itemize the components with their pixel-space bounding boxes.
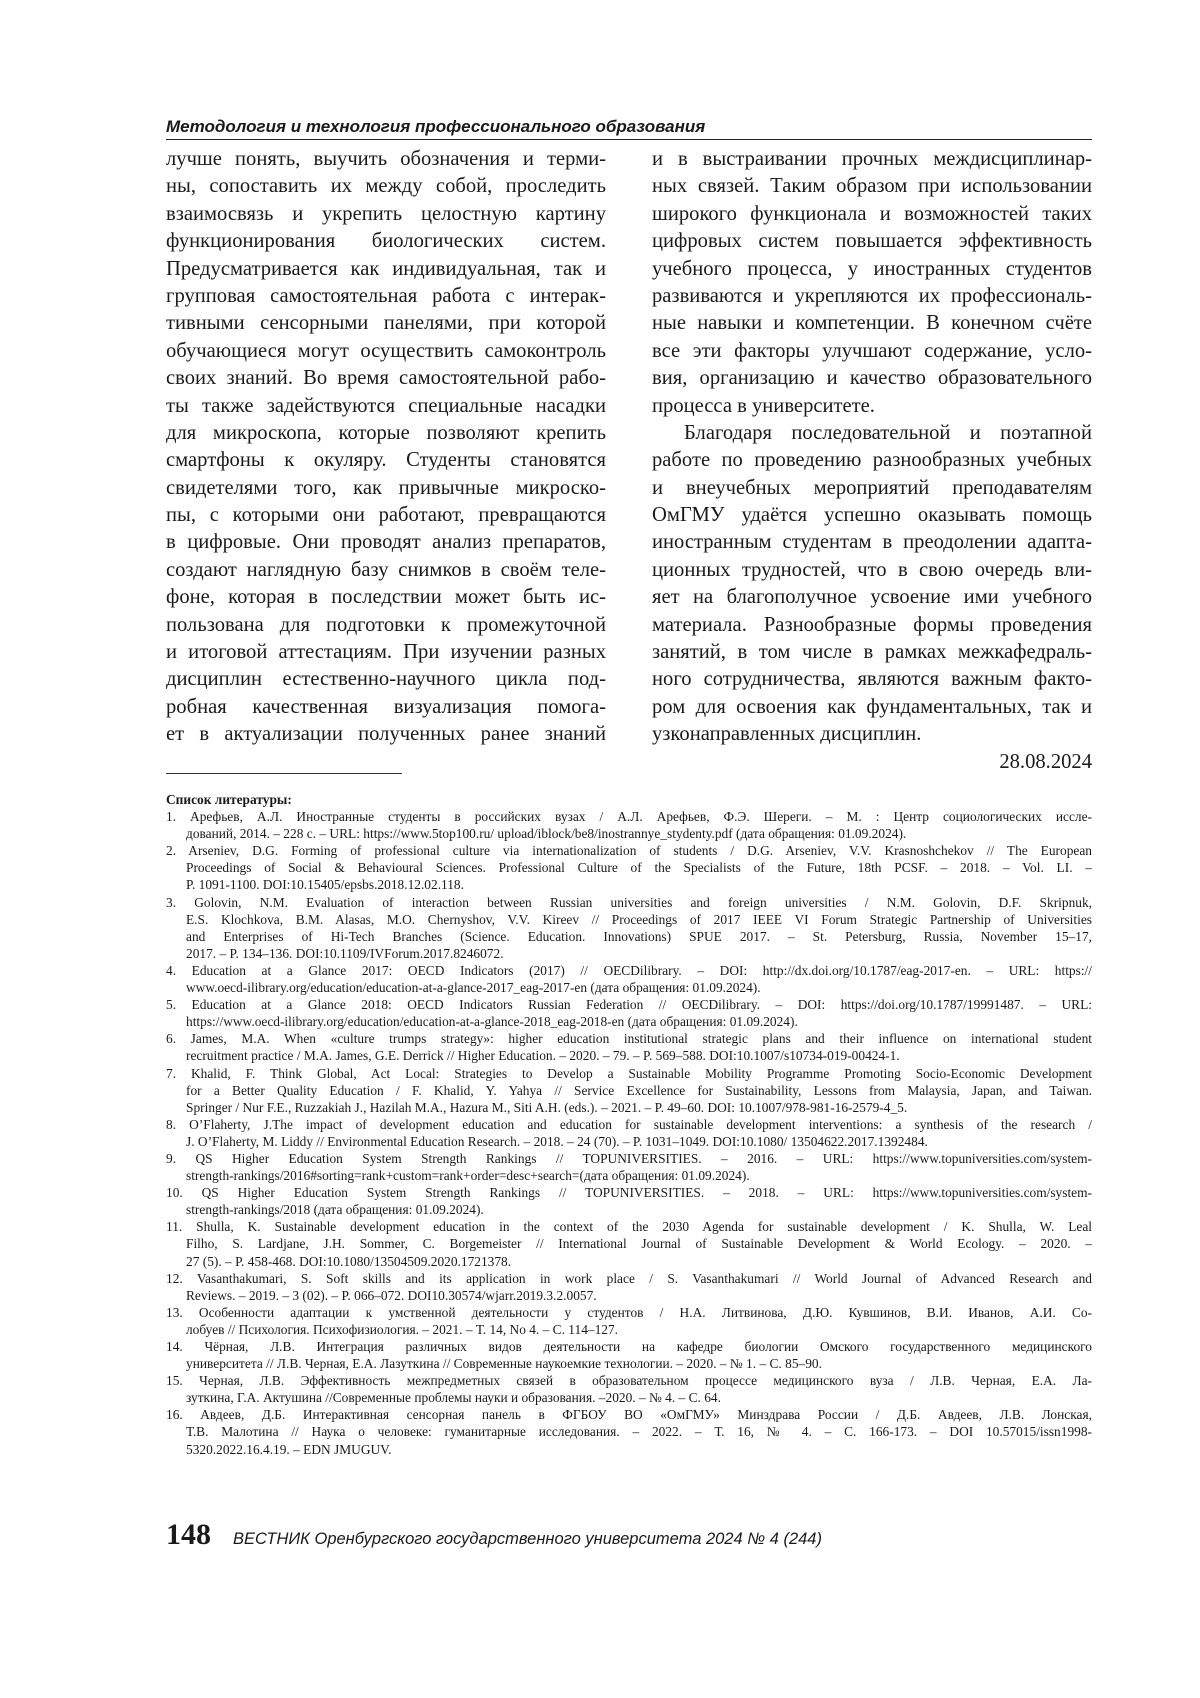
text-line: ные навыки и компетенции. В конечном счёте <box>652 312 1092 335</box>
reference-line: strength-rankings/2016#sorting=rank+custom=rank+order=desc+search=(дата обращения: 01.09.2024). <box>186 1168 750 1184</box>
reference-line: дований, 2014. – 228 с. – URL: https://www.5top100.ru/ upload/iblock/be8/inostrannye_stydenty.pdf (дата обращения: 01.09.2024). <box>186 826 907 842</box>
text-line: и итоговой аттестациям. При изучении разных <box>166 641 606 664</box>
text-line: тивными сенсорными панелями, при которой <box>166 312 606 335</box>
text-line: цифровых систем повышается эффективность <box>652 230 1092 253</box>
text-line: обучающиеся могут осуществить самоконтроль <box>166 339 606 362</box>
reference-item <box>166 894 1092 962</box>
text-line: в цифровые. Они проводят анализ препаратов, <box>166 531 606 554</box>
reference-item <box>166 996 1092 1030</box>
text-line: процесса в университете. <box>652 394 875 417</box>
reference-line: 10. QS Higher Education System Strength Rankings // TOPUNIVERSITIES. – 2018. – URL: https://www.topuniversities.com/system- <box>166 1185 1092 1201</box>
reference-line: 7. Khalid, F. Think Global, Act Local: Strategies to Develop a Sustainable Mobility Programme Promoting Socio-Economic Development <box>166 1065 1092 1081</box>
reference-item <box>166 1184 1092 1218</box>
text-line: функционирования биологических систем. <box>166 230 606 253</box>
reference-line: Т.В. Малотина // Наука о человеке: гуманитарные исследования. – 2022. – Т. 16, № 4. – С. 166-173. – DOI 10.57015/issn1998- <box>186 1424 1092 1440</box>
reference-line: университета // Л.В. Черная, Е.А. Лазуткина // Современные наукоемкие технологии. – 2020. – № 1. – С. 85–90. <box>186 1356 822 1372</box>
text-line: ОмГМУ удаётся успешно оказывать помощь <box>652 504 1092 527</box>
reference-item <box>166 808 1092 842</box>
text-line: робная качественная визуализация помога- <box>166 695 606 718</box>
reference-item <box>166 1030 1092 1064</box>
reference-line: recruitment practice / M.A. James, G.E. Derrick // Higher Education. – 2020. – 79. – P. 569–588. DOI:10.1007/s10734-019-00424-1. <box>186 1048 900 1064</box>
page-footer <box>166 1518 1092 1552</box>
reference-line: Springer / Nur F.E., Ruzzakiah J., Hazilah M.A., Hazura M., Siti A.H. (eds.). – 2021. – P. 49–60. DOI: 10.1007/978-981-16-2579-4_5. <box>186 1099 908 1115</box>
reference-item <box>166 1372 1092 1406</box>
text-line: Предусматривается как индивидуальная, так и <box>166 257 606 280</box>
text-line: для микроскопа, которые позволяют крепить <box>166 421 606 444</box>
text-line: смартфоны к окуляру. Студенты становятся <box>166 449 606 472</box>
text-line: взаимосвязь и укрепить целостную картину <box>166 202 606 225</box>
reference-line: 14. Чёрная, Л.В. Интеграция различных видов деятельности на кафедре биологии Омского государственного медицинского <box>166 1339 1092 1354</box>
reference-line: 4. Education at a Glance 2017: OECD Indicators (2017) // OECDilibrary. – DOI: http://dx.doi.org/10.1787/eag-2017-en. – URL: https:// <box>166 962 1092 978</box>
reference-line: and Enterprises of Hi-Tech Branches (Science. Education. Innovations) SPUE 2017. – St. Petersburg, Russia, November 15–17, <box>186 928 1092 944</box>
reference-line: зуткина, Г.А. Актушина //Современные проблемы науки и образования. –2020. – № 4. – С. 64. <box>186 1390 721 1406</box>
journal-title: ВЕСТНИК Оренбургского государственного университета 2024 № 4 (244) <box>233 1530 822 1548</box>
submission-date: 28.08.2024 <box>999 750 1092 773</box>
reference-line: https://www.oecd-ilibrary.org/education/education-at-a-glance-2018_eag-2018-en (дата обращения: 01.09.2024). <box>186 1014 798 1030</box>
references-title: Список литературы: <box>166 792 292 807</box>
text-line: ром для освоения как фундаментальных, так и <box>652 695 1092 718</box>
reference-item <box>166 1116 1092 1150</box>
text-line: пы, с которыми они работают, превращаются <box>166 504 606 527</box>
reference-line: 5320.2022.16.4.19. – EDN JMUGUV. <box>186 1441 392 1457</box>
text-line: ного сотрудничества, являются важным факто- <box>652 668 1092 691</box>
text-line: развиваются и укрепляются их профессиональ- <box>652 284 1092 307</box>
reference-line: strength-rankings/2018 (дата обращения: 01.09.2024). <box>186 1202 484 1218</box>
text-line: вия, организацию и качество образовательного <box>652 367 1092 390</box>
text-line: иностранным студентам в преодолении адапта- <box>652 531 1092 554</box>
reference-line: E.S. Klochkova, B.M. Alasas, M.O. Chernyshov, V.V. Kireev // Proceedings of 2017 IEEE VI Forum Strategic Partnership of Universities <box>186 911 1092 927</box>
text-line: ционных трудностей, что в свою очередь вли- <box>652 558 1092 581</box>
text-line: ны, сопоставить их между собой, проследить <box>166 175 606 198</box>
reference-line: 27 (5). – P. 458-468. DOI:10.1080/13504509.2020.1721378. <box>186 1253 512 1269</box>
text-line: учебного процесса, у иностранных студентов <box>652 257 1092 280</box>
page-number: 148 <box>166 1518 211 1551</box>
reference-line: 11. Shulla, K. Sustainable development education in the context of the 2030 Agenda for sustainable development / K. Shulla, W. Leal <box>166 1219 1092 1235</box>
reference-line: P. 1091-1100. DOI:10.15405/epsbs.2018.12.02.118. <box>186 877 464 893</box>
reference-line: Reviews. – 2019. – 3 (02). – P. 066–072. DOI10.30574/wjarr.2019.3.2.0057. <box>186 1287 597 1303</box>
text-line: ты также задействуются специальные насадки <box>166 394 606 417</box>
text-line: дисциплин естественно-научного цикла под- <box>166 668 606 691</box>
reference-item <box>166 1406 1092 1457</box>
reference-line: 2. Arseniev, D.G. Forming of professional culture via internationalization of students / D.G. Arseniev, V.V. Krasnoshchekov // The European <box>166 843 1092 859</box>
reference-item <box>166 962 1092 996</box>
reference-line: 6. James, M.A. When «culture trumps strategy»: higher education institutional strategic plans and their influence on international student <box>166 1031 1092 1047</box>
reference-line: 16. Авдеев, Д.Б. Интерактивная сенсорная панель в ФГБОУ ВО «ОмГМУ» Минздрава России / Д.Б. Авдеев, Л.В. Лонская, <box>166 1407 1092 1423</box>
text-line: яет на благополучное усвоение ими учебного <box>652 586 1092 609</box>
reference-line: 5. Education at a Glance 2018: OECD Indicators Russian Federation // OECDilibrary. – DOI: https://doi.org/10.1787/19991487. – URL: <box>166 997 1092 1013</box>
running-head: Методология и технология профессионального образования <box>166 116 1092 140</box>
reference-line: 8. O’Flaherty, J.The impact of development education and education for sustainable development interventions: a synthesis of the research / <box>166 1116 1092 1132</box>
references-divider <box>166 773 402 774</box>
right-text-column <box>652 146 1092 776</box>
text-line: и в выстраивании прочных междисциплинар- <box>652 148 1092 170</box>
reference-line: www.oecd-ilibrary.org/education/education-at-a-glance-2017_eag-2017-en (дата обращения: 01.09.2024). <box>186 980 761 996</box>
text-line: создают наглядную базу снимков в своём теле- <box>166 558 606 581</box>
reference-line: 2017. – P. 134–136. DOI:10.1109/IVForum.2017.8246072. <box>186 945 504 961</box>
reference-item <box>166 1150 1092 1184</box>
reference-line: Filho, S. Lardjane, J.H. Sommer, C. Borgemeister // International Journal of Sustainable Development & World Ecology. – 2020. – <box>186 1236 1092 1252</box>
text-line: занятий, в том числе в рамках межкафедраль- <box>652 641 1092 664</box>
text-line: все эти факторы улучшают содержание, усло- <box>652 339 1092 362</box>
reference-item <box>166 1065 1092 1116</box>
text-line: Благодаря последовательной и поэтапной <box>684 421 1092 444</box>
text-line: групповая самостоятельная работа с интерак- <box>166 284 606 307</box>
reference-item <box>166 1270 1092 1304</box>
reference-item <box>166 1338 1092 1372</box>
reference-line: лобуев // Психология. Психофизиология. – 2021. – Т. 14, No 4. – С. 114–127. <box>186 1321 619 1337</box>
text-line: материала. Разнообразные формы проведения <box>652 613 1092 636</box>
reference-line: 1. Арефьев, А.Л. Иностранные студенты в российских вузах / А.Л. Арефьев, Ф.Э. Шереги. – М. : Центр социологических иссле- <box>166 809 1092 825</box>
reference-item <box>166 842 1092 893</box>
text-line: пользована для подготовки к промежуточной <box>166 613 606 636</box>
text-line: своих знаний. Во время самостоятельной рабо- <box>166 367 606 390</box>
references-section <box>166 791 1092 1458</box>
text-line: фоне, которая в последствии может быть ис- <box>166 586 606 609</box>
text-line: работе по проведению разнообразных учебных <box>652 449 1092 472</box>
reference-line: 12. Vasanthakumari, S. Soft skills and its application in work place / S. Vasanthakumari // World Journal of Advanced Research and <box>166 1270 1092 1286</box>
reference-line: J. O’Flaherty, M. Liddy // Environmental Education Research. – 2018. – 24 (70). – P. 1031–1049. DOI:10.1080/ 13504622.2017.1392484. <box>186 1133 928 1149</box>
reference-line: 13. Особенности адаптации к умственной деятельности у студентов / Н.А. Литвинова, Д.Ю. Кувшинов, В.И. Иванов, А.И. Со- <box>166 1304 1092 1320</box>
text-line: широкого функционала и возможностей таких <box>652 202 1092 225</box>
reference-line: 15. Черная, Л.В. Эффективность межпредметных связей в образовательном процессе медицинского вуза / Л.В. Черная, Е.А. Ла- <box>166 1373 1092 1389</box>
left-text-column <box>166 146 606 749</box>
reference-line: 3. Golovin, N.M. Evaluation of interaction between Russian universities and foreign universities / N.M. Golovin, D.F. Skripnuk, <box>166 894 1092 910</box>
reference-line: 9. QS Higher Education System Strength Rankings // TOPUNIVERSITIES. – 2016. – URL: https://www.topuniversities.com/system- <box>166 1150 1092 1166</box>
text-line: узконаправленных дисциплин. <box>652 723 922 746</box>
text-line: свидетелями того, как привычные микроско- <box>166 476 606 499</box>
text-line: ных связей. Таким образом при использовании <box>652 175 1092 198</box>
reference-item <box>166 1304 1092 1338</box>
text-line: и внеучебных мероприятий преподавателям <box>652 476 1092 499</box>
reference-item <box>166 1218 1092 1269</box>
text-line: ет в актуализации полученных ранее знаний <box>166 723 606 746</box>
reference-line: for a Better Quality Education / F. Khalid, Y. Yahya // Service Excellence for Sustainability, Lessons from Malaysia, Japan, and Taiwan. <box>186 1082 1092 1098</box>
reference-line: Proceedings of Social & Behavioural Sciences. Professional Culture of the Specialists of the Future, 18th PCSF. – 2018. – Vol. LI. – <box>186 860 1092 876</box>
text-line: лучше понять, выучить обозначения и терми- <box>166 148 606 170</box>
